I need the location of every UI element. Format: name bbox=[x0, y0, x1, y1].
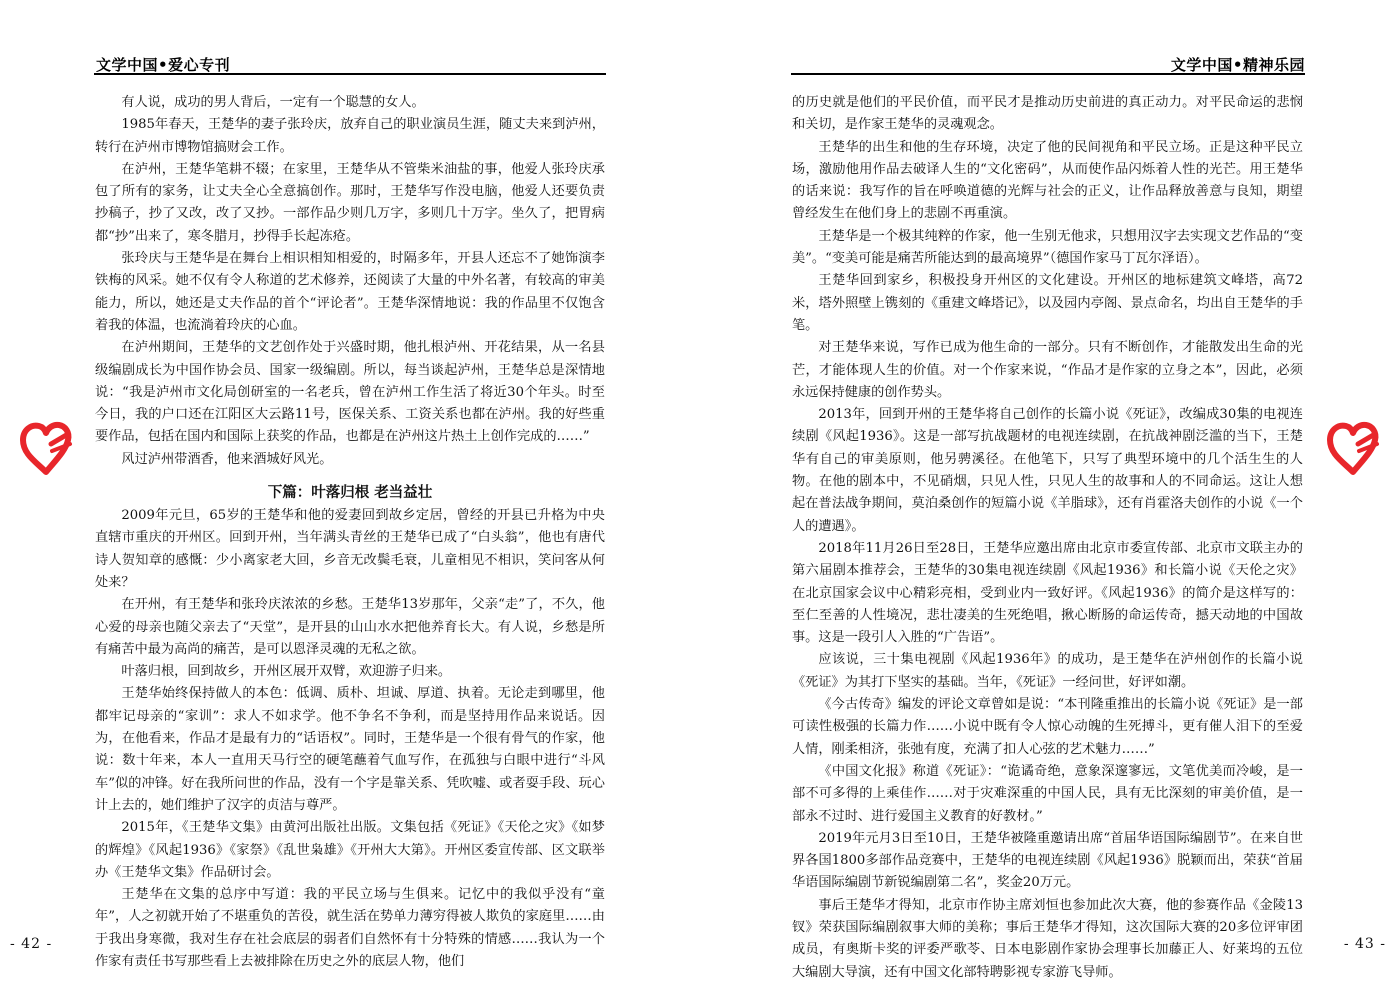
paragraph: 在开州，有王楚华和张玲庆浓浓的乡愁。王楚华13岁那年，父亲“走”了，不久，他心爱的母亲也随父亲去了“天堂”，是开县的山山水水把他养育长大。有人说，乡愁是所有痛苦中最为高尚的痛苦，是可以恩泽灵魂的无私之欲。 bbox=[95, 597, 605, 657]
paragraph: 张玲庆与王楚华是在舞台上相识相知相爱的，时隔多年，开县人还忘不了她饰演李铁梅的风采。她不仅有令人称道的艺术修养，还阅读了大量的中外名著，有较高的审美能力，所以，她还是丈夫作品的首个“评论者”。王楚华深情地说：我的作品里不仅饱含着我的体温，也流淌着玲庆的心血。 bbox=[95, 251, 605, 333]
left-page-number: - 42 - bbox=[10, 936, 53, 952]
left-header-rule bbox=[94, 73, 606, 75]
left-text-column bbox=[95, 92, 605, 973]
paragraph: 2019年元月3日至10日，王楚华被隆重邀请出席“首届华语国际编剧节”。在来自世界各国1800多部作品竞赛中，王楚华的电视连续剧《风起1936》脱颖而出，荣获“首届华语国际编剧节新锐编剧第二名”，奖金20万元。 bbox=[792, 830, 1303, 891]
left-paragraphs-a bbox=[95, 92, 605, 471]
paragraph: 1985年春天，王楚华的妻子张玲庆，放弃自己的职业演员生涯，随丈夫来到泸州，转行在泸州市博物馆搞财会工作。 bbox=[95, 117, 605, 155]
section-heading: 下篇：叶落归根 老当益壮 bbox=[267, 485, 433, 502]
continued-paragraph: 的历史就是他们的平民价值，而平民才是推动历史前进的真正动力。对平民命运的悲悯和关切，是作家王楚华的灵魂观念。 bbox=[792, 95, 1303, 133]
paragraph: 对王楚华来说，写作已成为他生命的一部分。只有不断创作，才能散发出生命的光芒，才能体现人生的价值。对一个作家来说，“作品才是作家的立身之本”，因此，必须永远保持健康的创作势头。 bbox=[792, 340, 1303, 400]
paragraph: 叶落归根，回到故乡，开州区展开双臂，欢迎游子归来。 bbox=[121, 664, 452, 680]
right-text-column bbox=[792, 92, 1303, 984]
heart-hand-icon bbox=[1325, 418, 1381, 478]
left-paragraphs-b bbox=[95, 505, 605, 973]
right-page-number: - 43 - bbox=[1343, 936, 1386, 952]
heart-hand-icon bbox=[18, 418, 74, 478]
left-header-title: 文学中国•爱心专刊 bbox=[96, 56, 231, 74]
paragraph: 事后王楚华才得知，北京市作协主席刘恒也参加此次大赛，他的参赛作品《金陵13钗》荣获国际编剧叙事大师的美称；事后王楚华才得知，这次国际大赛的20多位评审团成员，有奥斯卡奖的评委严歌苓、日本电影剧作家协会理事长加藤正人、好莱坞的五位大编剧大导演，还有中国文化部特聘影视专家游飞导师。 bbox=[792, 897, 1303, 980]
paragraph: 王楚华始终保持做人的本色：低调、质朴、坦诚、厚道、执着。无论走到哪里，他都牢记母亲的“家训”：求人不如求学。他不争名不争利，而是坚持用作品来说话。因为，在他看来，作品才是最有力的“话语权”。同时，王楚华是一个很有骨气的作家，他说：数十年来，本人一直用天马行空的硬笔蘸着气血写作，在孤独与白眼中进行“斗风车”似的冲锋。好在我所问世的作品，没有一个字是靠关系、凭吹嘘、或者耍手段、玩心计上去的，她们维护了汉字的贞洁与尊严。 bbox=[95, 686, 605, 813]
paragraph: 2013年，回到开州的王楚华将自己创作的长篇小说《死证》，改编成30集的电视连续剧《风起1936》。这是一部写抗战题材的电视连续剧，在抗战神剧泛滥的当下，王楚华有自己的审美原则，他另骋溪径。在他笔下，只写了典型环境中的几个活生生的人物。在他的剧本中，不见硝烟，只见人性，只见人生的故事和人的不同命运。这让人想起在普法战争期间，莫泊桑创作的短篇小说《羊脂球》，还有肖霍洛夫创作的小说《一个人的遭遇》。 bbox=[792, 407, 1303, 534]
paragraph: 《今古传奇》编发的评论文章曾如是说：“本刊隆重推出的长篇小说《死证》是一部可读性极强的长篇力作……小说中既有令人惊心动魄的生死搏斗，更有催人泪下的至爱人情，刚柔相济，张弛有度，充满了扣人心弦的艺术魅力……” bbox=[792, 697, 1303, 757]
paragraph: 应该说，三十集电视剧《风起1936年》的成功，是王楚华在泸州创作的长篇小说《死证》为其打下坚实的基础。当年，《死证》一经问世，好评如潮。 bbox=[792, 652, 1303, 690]
paragraph: 2018年11月26日至28日，王楚华应邀出席由北京市委宣传部、北京市文联主办的第六届剧本推荐会，王楚华的30集电视连续剧《风起1936》和长篇小说《天伦之灾》在北京国家会议中心精彩亮相，受到业内一致好评。《风起1936》的简介是这样写的：至仁至善的人性境况，悲壮凄美的生死绝唱，揪心断肠的命运传奇，撼天动地的中国故事。这是一段引人入胜的“广告语”。 bbox=[792, 540, 1303, 646]
paragraph: 王楚华的出生和他的生存环境，决定了他的民间视角和平民立场。正是这种平民立场，激励他用作品去破译人生的“文化密码”，从而使作品闪烁着人性的光芒。用王楚华的话来说：我写作的旨在呼唤道德的光辉与社会的正义，让作品释放善意与良知，期望曾经发生在他们身上的悲剧不再重演。 bbox=[792, 139, 1303, 222]
paragraph: 《中国文化报》称道《死证》：“诡谲奇绝，意象深邃寥远，文笔优美而冷峻，是一部不可多得的上乘佳作……对于灾难深重的中国人民，具有无比深刻的审美价值，是一部永不过时、进行爱国主义教育的好教材。” bbox=[792, 763, 1303, 824]
paragraph: 风过泸州带酒香，他来酒城好风光。 bbox=[121, 451, 333, 467]
paragraph: 在泸州，王楚华笔耕不辍；在家里，王楚华从不管柴米油盐的事，他爱人张玲庆承包了所有的家务，让丈夫全心全意搞创作。那时，王楚华写作没电脑，他爱人还要负责抄稿子，抄了又改，改了又抄。一部作品少则几万字，多则几十万字。坐久了，把胃病都“抄”出来了，寒冬腊月，抄得手长起冻疮。 bbox=[95, 161, 605, 244]
right-page bbox=[699, 0, 1398, 982]
right-header-title: 文学中国•精神乐园 bbox=[1170, 56, 1305, 74]
right-header-rule bbox=[791, 73, 1305, 75]
paragraph: 2009年元旦，65岁的王楚华和他的爱妻回到故乡定居，曾经的开县已升格为中央直辖市重庆的开州区。回到开州，当年满头青丝的王楚华已成了“白头翁”，他也有唐代诗人贺知章的感慨：少小离家老大回，乡音无改鬓毛衰，儿童相见不相识，笑问客从何处来？ bbox=[95, 508, 605, 590]
paragraph: 王楚华是一个极其纯粹的作家，他一生别无他求，只想用汉字去实现文艺作品的“变美”。“变美可能是痛苦所能达到的最高境界”（德国作家马丁瓦尔泽语）。 bbox=[792, 228, 1303, 267]
paragraph: 王楚华在文集的总序中写道：我的平民立场与生俱来。记忆中的我似乎没有“童年”，人之初就开始了不堪重负的苦役，就生活在势单力薄穷得被人欺负的家庭里……由于我出身寒微，我对生存在社会底层的弱者们自然怀有十分特殊的情感……我认为一个作家有责任书写那些看上去被排除在历史之外的底层人物，他们 bbox=[95, 887, 605, 969]
paragraph: 2015年，《王楚华文集》由黄河出版社出版。文集包括《死证》《天伦之灾》《如梦的辉煌》《风起1936》《家祭》《乱世枭雄》《开州大大第》。开州区委宣传部、区文联举办《王楚华文集》作品研讨会。 bbox=[95, 820, 605, 880]
paragraph: 在泸州期间，王楚华的文艺创作处于兴盛时期，他扎根泸州、开花结果，从一名县级编剧成长为中国作协会员、国家一级编剧。所以，每当谈起泸州，王楚华总是深情地说：“我是泸州市文化局创研室的一名老兵，曾在泸州工作生活了将近30个年头。时至今日，我的户口还在江阳区大云路11号，医保关系、工资关系也都在泸州。我的好些重要作品，包括在国内和国际上获奖的作品，也都是在泸州这片热土上创作完成的……” bbox=[95, 340, 605, 445]
left-page bbox=[0, 0, 699, 982]
paragraph: 有人说，成功的男人背后，一定有一个聪慧的女人。 bbox=[121, 95, 425, 110]
paragraph: 王楚华回到家乡，积极投身开州区的文化建设。开州区的地标建筑文峰塔，高72米，塔外照壁上镌刻的《重建文峰塔记》，以及园内亭阁、景点命名，均出自王楚华的手笔。 bbox=[792, 273, 1303, 333]
